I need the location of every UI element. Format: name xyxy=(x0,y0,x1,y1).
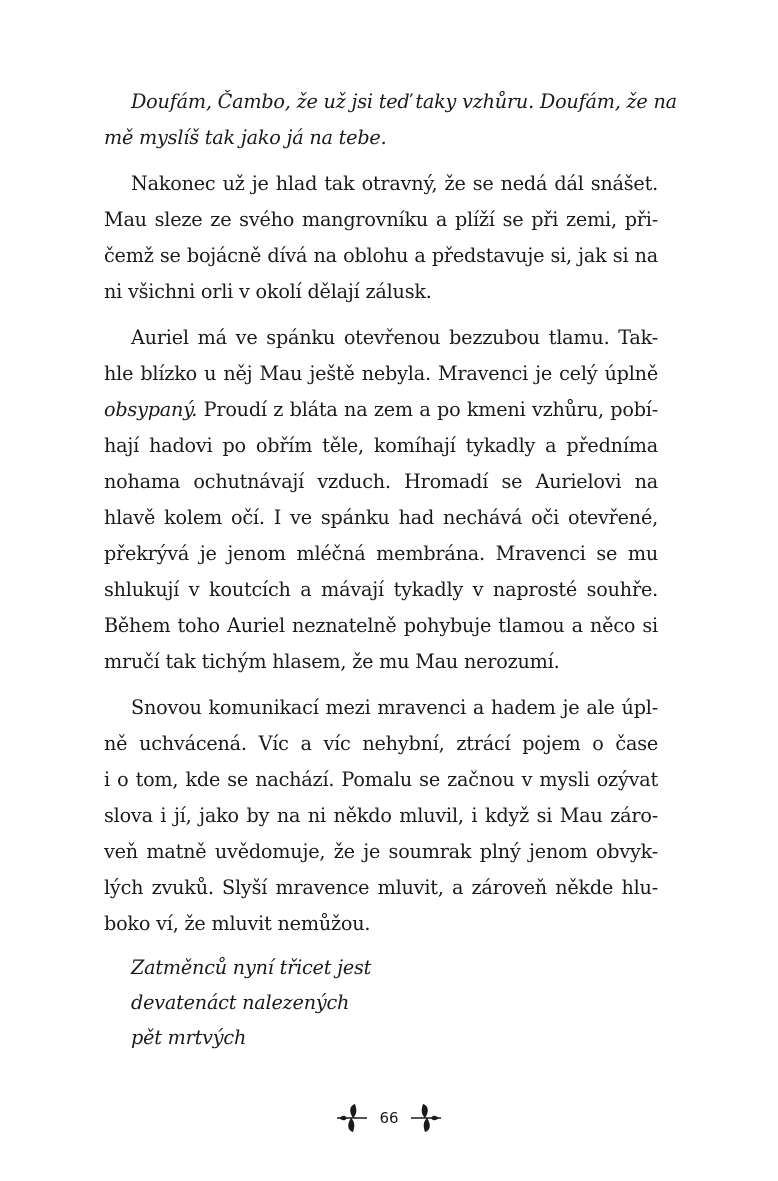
paragraph-3 xyxy=(104,320,658,680)
text-line: Doufám, Čambo, že už jsi teď taky vzhůru. Doufám, že na xyxy=(131,90,677,113)
text-line: překrývá je jenom mléčná membrána. Mravenci se mu xyxy=(104,542,658,565)
paragraph-1 xyxy=(104,84,677,156)
text-line: lých zvuků. Slyší mravence mluvit, a zároveň někde hlu- xyxy=(104,876,658,899)
leaf-ornament-right-icon xyxy=(409,1102,443,1134)
text-line: hlavě kolem očí. I ve spánku had nechává oči otevřené, xyxy=(104,506,658,529)
text-line: shlukují v koutcích a mávají tykadly v naprosté souhře. xyxy=(104,578,658,601)
poem-verse xyxy=(131,950,371,1055)
text-line: hle blízko u něj Mau ještě nebyla. Mravenci je celý úplně xyxy=(104,362,658,385)
paragraph-4 xyxy=(104,690,658,942)
emphasis-word: obsypaný. xyxy=(104,398,198,421)
page-number: 66 xyxy=(379,1109,399,1127)
text-line: Nakonec už je hlad tak otravný, že se nedá dál snášet. xyxy=(131,172,658,195)
paragraph-2 xyxy=(104,166,658,310)
text-line: nohama ochutnávají vzduch. Hromadí se Aurielovi na xyxy=(104,470,658,493)
text-line: čemž se bojácně dívá na oblohu a představuje si, jak si na xyxy=(104,244,658,267)
text-line: Mau sleze ze svého mangrovníku a plíží se při zemi, při- xyxy=(104,208,658,231)
text-line: mručí tak tichým hlasem, že mu Mau nerozumí. xyxy=(104,650,560,673)
text-line: i o tom, kde se nachází. Pomalu se začnou v mysli ozývat xyxy=(104,768,658,791)
text-line: ni všichni orli v okolí dělají zálusk. xyxy=(104,280,432,303)
poem-line: devatenáct nalezených xyxy=(131,991,350,1014)
text-line: ně uchvácená. Víc a víc nehybní, ztrácí pojem o čase xyxy=(104,732,658,755)
text-line: hají hadovi po obřím těle, komíhají tykadly a předníma xyxy=(104,434,658,457)
text-line: mě myslíš tak jako já na tebe. xyxy=(104,126,387,149)
leaf-ornament-left-icon xyxy=(335,1102,369,1134)
poem-line: pět mrtvých xyxy=(131,1026,247,1049)
text-line-rest: Proudí z bláta na zem a po kmeni vzhůru, pobí- xyxy=(203,398,659,421)
page-footer xyxy=(0,1098,778,1138)
poem-line: Zatměnců nyní třicet jest xyxy=(131,956,372,979)
text-line: Auriel má ve spánku otevřenou bezzubou tlamu. Tak- xyxy=(131,326,658,349)
body-text xyxy=(104,84,677,942)
text-line: boko ví, že mluvit nemůžou. xyxy=(104,912,371,935)
text-line: Snovou komunikací mezi mravenci a hadem je ale úpl- xyxy=(131,696,658,719)
text-line: veň matně uvědomuje, že je soumrak plný jenom obvyk- xyxy=(104,840,658,863)
text-line: Během toho Auriel neznatelně pohybuje tlamou a něco si xyxy=(104,614,658,637)
text-line xyxy=(104,392,658,428)
text-line: slova i jí, jako by na ni někdo mluvil, i když si Mau záro- xyxy=(104,804,658,827)
